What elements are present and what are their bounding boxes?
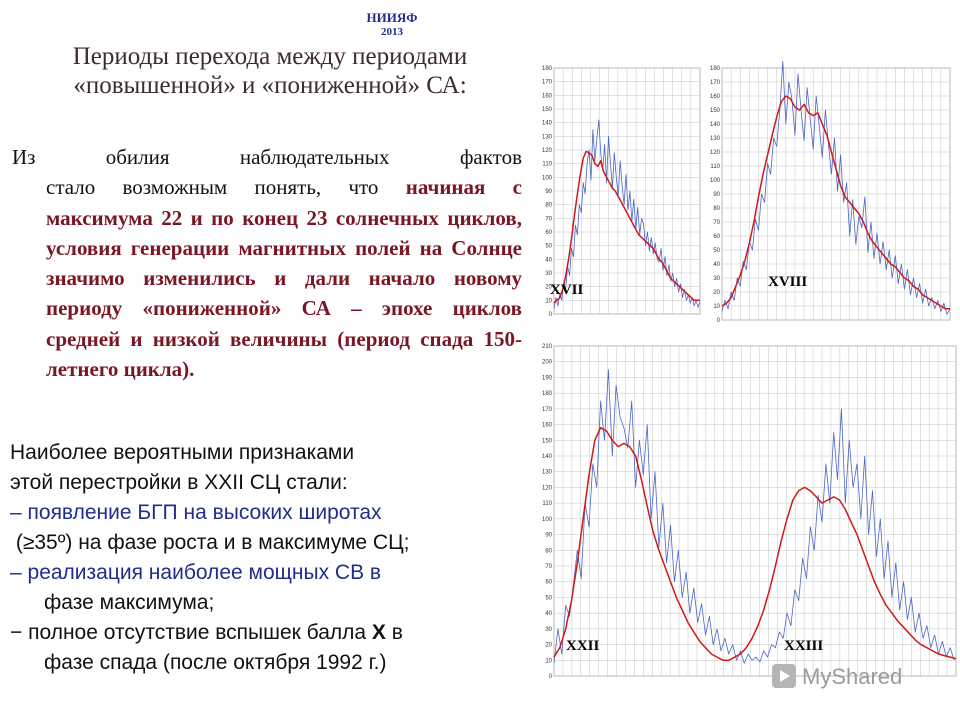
cycle-label: XVIII — [768, 274, 808, 290]
y-tick-label: 70 — [545, 216, 552, 223]
list-item-pre: − полное отсутствие вспышек балла — [10, 621, 372, 644]
y-tick-label: 10 — [545, 298, 552, 305]
main-paragraph — [12, 142, 522, 384]
y-tick-label: 70 — [713, 220, 720, 226]
y-tick-label: 120 — [541, 485, 552, 492]
y-tick-label: 110 — [542, 161, 552, 168]
y-tick-label: 160 — [541, 93, 552, 100]
y-tick-label: 140 — [709, 122, 720, 128]
y-tick-label: 100 — [541, 516, 552, 523]
chart-cycle-17 — [540, 62, 716, 328]
y-tick-label: 20 — [713, 290, 720, 296]
y-tick-label: 60 — [545, 579, 552, 586]
paragraph-emphasis: начиная с максимума 22 и по конец 23 солнечных циклов, условия генерации магнитных полей на Солнце значимо изменились и дали начало новому периоду «пониженной» СА – эпохе циклов средней и низкой величины (период спада 150-летнего цикла). — [46, 175, 522, 382]
y-tick-label: 140 — [541, 454, 552, 460]
y-tick-label: 150 — [541, 438, 552, 445]
org-stamp — [352, 10, 432, 40]
list-item: Наиболее вероятными признаками — [10, 441, 355, 464]
y-tick-label: 80 — [713, 206, 720, 212]
y-tick-label: 210 — [541, 344, 552, 350]
y-tick-label: 160 — [541, 422, 552, 429]
y-tick-label: 30 — [545, 271, 552, 277]
y-tick-label: 160 — [709, 94, 720, 100]
signs-list — [10, 438, 525, 678]
y-tick-label: 50 — [545, 595, 552, 602]
cycle-label: XXIII — [784, 638, 824, 654]
y-tick-label: 130 — [541, 134, 552, 141]
y-tick-label: 80 — [545, 548, 552, 555]
y-tick-label: 150 — [709, 108, 720, 114]
y-tick-label: 180 — [709, 66, 720, 72]
list-item: – реализация наиболее мощных СВ в — [10, 561, 382, 584]
y-tick-label: 80 — [545, 202, 552, 209]
play-icon — [772, 664, 796, 688]
y-tick-label: 130 — [709, 136, 720, 142]
y-tick-label: 140 — [541, 120, 552, 127]
list-item-post: в — [385, 621, 403, 644]
y-tick-label: 40 — [545, 257, 552, 264]
y-tick-label: 70 — [545, 564, 552, 570]
y-tick-label: 60 — [713, 234, 720, 240]
y-tick-label: 0 — [548, 312, 552, 318]
y-tick-label: 40 — [713, 262, 720, 268]
y-tick-label: 120 — [709, 150, 720, 156]
y-tick-label: 50 — [713, 248, 720, 254]
y-tick-label: 40 — [545, 611, 552, 618]
list-item: – появление БГП на высоких широтах — [10, 501, 382, 524]
chart-cycle-18 — [709, 0, 960, 340]
paragraph-text: стало возможным понять, что — [46, 175, 379, 200]
y-tick-label: 20 — [545, 642, 552, 649]
org-year: 2013 — [381, 26, 403, 38]
org-name: НИИЯФ — [366, 10, 418, 25]
list-item: (≥35º) на фазе роста и в максимуме СЦ; — [10, 531, 410, 554]
list-item-bold: Х — [371, 621, 386, 644]
y-tick-label: 90 — [713, 192, 720, 198]
y-tick-label: 90 — [545, 189, 552, 195]
watermark-logo — [770, 660, 940, 692]
y-tick-label: 180 — [541, 66, 552, 72]
y-tick-label: 130 — [541, 469, 552, 476]
list-item: этой перестройки в XXII СЦ стали: — [10, 471, 348, 494]
y-tick-label: 170 — [541, 79, 552, 86]
y-tick-label: 180 — [541, 391, 552, 398]
watermark-text: MyShared — [802, 664, 903, 689]
list-item: фазе максимума; — [44, 591, 215, 614]
y-tick-label: 120 — [541, 148, 552, 154]
slide-title: Периоды перехода между периодами «повышенной» и «пониженной» СА: — [72, 43, 468, 99]
y-tick-label: 190 — [541, 375, 552, 382]
plot-area — [554, 346, 956, 676]
y-tick-label: 150 — [541, 107, 552, 113]
y-tick-label: 170 — [541, 406, 552, 413]
list-item — [10, 618, 525, 648]
y-tick-label: 60 — [545, 230, 552, 236]
y-tick-label: 100 — [541, 175, 552, 182]
paragraph-body — [12, 172, 522, 384]
y-tick-label: 10 — [713, 304, 720, 310]
y-tick-label: 200 — [541, 359, 552, 366]
cycle-label: XXII — [566, 638, 600, 654]
y-tick-label: 30 — [545, 626, 552, 633]
y-tick-label: 110 — [542, 501, 552, 508]
y-tick-label: 170 — [709, 80, 720, 86]
y-tick-label: 50 — [545, 243, 552, 250]
cycle-label: XVII — [550, 282, 584, 298]
chart-cycles-22-23 — [536, 340, 960, 680]
y-tick-label: 30 — [713, 276, 720, 282]
paragraph-lead: Из обилия наблюдательных фактов — [12, 145, 522, 169]
y-tick-label: 100 — [709, 178, 720, 184]
y-tick-label: 110 — [710, 164, 720, 170]
y-tick-label: 10 — [545, 658, 552, 665]
list-item: фазе спада (после октября 1992 г.) — [44, 651, 387, 674]
y-tick-label: 0 — [716, 318, 720, 324]
y-tick-label: 90 — [545, 532, 552, 539]
y-tick-label: 0 — [548, 674, 552, 680]
y-tick-label: 20 — [545, 284, 552, 291]
